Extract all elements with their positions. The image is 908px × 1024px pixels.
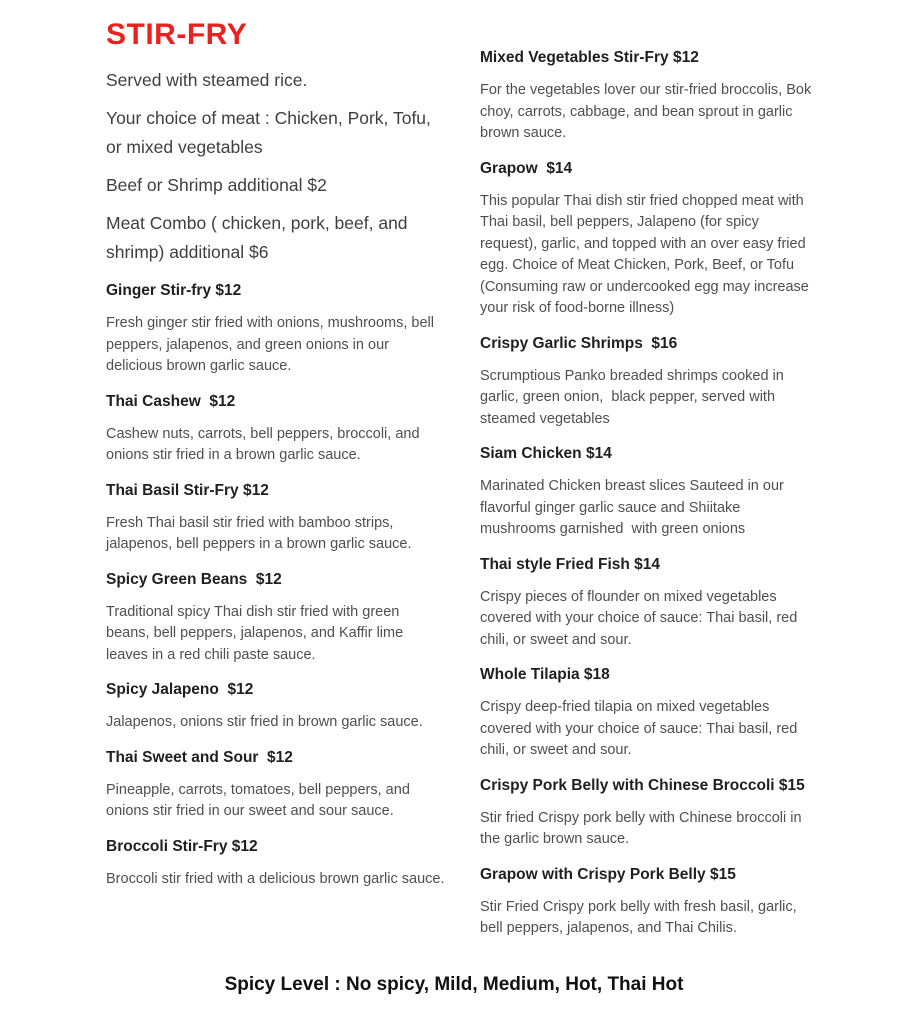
menu-item-title: Thai Sweet and Sour $12 — [106, 748, 293, 766]
menu-item — [480, 47, 820, 145]
menu-item-title: Spicy Jalapeno $12 — [106, 681, 254, 698]
menu-item-description: Jalapenos, onions stir fried in brown garlic sauce. — [106, 714, 423, 730]
menu-item-description: Fresh Thai basil stir fried with bamboo strips, jalapenos, bell peppers in a brown garlic sauce. — [106, 514, 412, 552]
menu-item-description: Stir fried Crispy pork belly with Chinese broccoli in the garlic brown sauce. — [480, 809, 806, 847]
menu-item — [480, 664, 820, 762]
menu-item-description: Stir Fried Crispy pork belly with fresh basil, garlic, bell peppers, jalapenos, and Thai Chilis. — [480, 898, 801, 936]
menu-item-description: Traditional spicy Thai dish stir fried with green beans, bell peppers, jalapenos, and Kaffir lime leaves in a red chili paste sauce. — [106, 603, 408, 663]
menu-item-title: Grapow with Crispy Pork Belly $15 — [480, 865, 736, 883]
menu-item — [480, 158, 820, 320]
menu-item-description: Crispy deep-fried tilapia on mixed vegetables covered with your choice of sauce: Thai basil, red chili, or sweet and sour. — [480, 699, 802, 758]
menu-column-right — [480, 16, 820, 940]
intro-note-rice: Served with steamed rice. — [106, 70, 308, 90]
menu-item-description: Broccoli stir fried with a delicious brown garlic sauce. — [106, 870, 445, 887]
menu-item-description: For the vegetables lover our stir-fried broccolis, Bok choy, carrots, cabbage, and bean sprout in garlic brown sauce. — [480, 82, 816, 141]
menu-item-title: Mixed Vegetables Stir-Fry $12 — [480, 49, 699, 66]
menu-item-description: Crispy pieces of flounder on mixed vegetables covered with your choice of sauce: Thai basil, red chili, or sweet and sour. — [480, 588, 802, 648]
menu-item — [106, 391, 446, 467]
menu-item-description: Scrumptious Panko breaded shrimps cooked in garlic, green onion, black pepper, served with steamed vegetables — [480, 367, 788, 427]
menu-item — [106, 747, 446, 823]
menu-item — [480, 775, 820, 851]
menu-column-left — [106, 16, 446, 890]
menu-item — [480, 443, 820, 541]
menu-item-title: Crispy Pork Belly with Chinese Broccoli $15 — [480, 776, 805, 794]
menu-item-description: Fresh ginger stir fried with onions, mushrooms, bell peppers, jalapenos, and green onions in our delicious brown garlic sauce. — [106, 315, 439, 374]
menu-item-description: Pineapple, carrots, tomatoes, bell peppers, and onions stir fried in our sweet and sour sauce. — [106, 781, 414, 819]
menu-item-title: Siam Chicken $14 — [480, 445, 612, 462]
menu-item — [106, 569, 446, 667]
intro-note-meat-combo: Meat Combo ( chicken, pork, beef, and shrimp) additional $6 — [106, 213, 413, 262]
menu-item-title: Grapow $14 — [480, 159, 573, 177]
menu-item-description: Marinated Chicken breast slices Sauteed in our flavorful ginger garlic sauce and Shiitake mushrooms garnished with green onions — [480, 478, 788, 537]
spicy-level-note: Spicy Level : No spicy, Mild, Medium, Hot, Thai Hot — [224, 974, 684, 995]
menu-item — [106, 480, 446, 556]
menu-item — [106, 280, 446, 378]
menu-item-title: Broccoli Stir-Fry $12 — [106, 837, 258, 855]
intro-note-meat-choice: Your choice of meat : Chicken, Pork, Tofu, or mixed vegetables — [106, 108, 436, 157]
menu-item — [480, 554, 820, 652]
menu-item — [106, 836, 446, 891]
menu-item-title: Thai style Fried Fish $14 — [480, 555, 661, 573]
menu-item-title: Whole Tilapia $18 — [480, 666, 610, 683]
menu-item-title: Thai Cashew $12 — [106, 392, 236, 410]
menu-item-title: Spicy Green Beans $12 — [106, 570, 282, 588]
intro-note-beef-shrimp: Beef or Shrimp additional $2 — [106, 175, 327, 195]
menu-item-title: Ginger Stir-fry $12 — [106, 282, 242, 299]
menu-item — [480, 864, 820, 940]
menu-item-description: Cashew nuts, carrots, bell peppers, broccoli, and onions stir fried in a brown garlic sauce. — [106, 425, 424, 463]
menu-item — [480, 333, 820, 431]
menu-item-title: Thai Basil Stir-Fry $12 — [106, 481, 269, 499]
menu-item-title: Crispy Garlic Shrimps $16 — [480, 334, 678, 352]
menu-item — [106, 679, 446, 734]
menu-item-description: This popular Thai dish stir fried chopped meat with Thai basil, bell peppers, Jalapeno (for spicy request), garlic, and topped with an over easy fried egg. Choice of Meat Chicken, Pork, Beef, or Tofu (Consuming raw or undercooked egg may increase your risk of food-borne illness) — [480, 192, 813, 316]
section-title: STIR-FRY — [106, 18, 248, 51]
